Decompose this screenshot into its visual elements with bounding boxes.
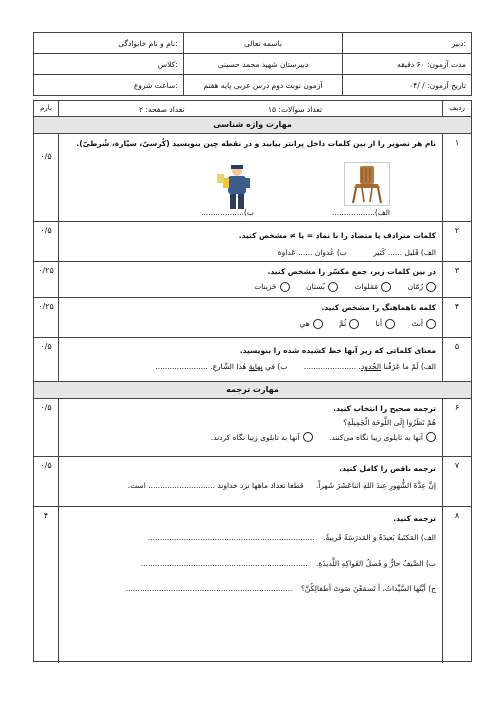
- table-header-row: [34, 101, 471, 117]
- question-7: ۷ ۰/۵ ترجمه ناقص را کامل کنید. إنَّ عِدَّةَ الشُّهورِ عِندَ اللهِ اثناعَشَرَ شَهراً. قطعا تعداد ماهها نزد خداوند ............................ است.: [34, 457, 471, 507]
- q8-answer-a-blank[interactable]: ......................................................................: [147, 533, 315, 543]
- q6-option-2[interactable]: آنها به تابلوی زیبا نگاه کردند.: [211, 432, 313, 443]
- question-3: ۳ ۰/۲۵ در بین کلمات زیر، جمع مکسّر را مشخص کنید. رُمّان مَمَلوات بُستان خَزینات: [34, 262, 471, 298]
- q4-option-3[interactable]: ثُمَّ: [339, 318, 359, 329]
- radio-circle[interactable]: [328, 282, 338, 292]
- radio-circle[interactable]: [381, 282, 391, 292]
- question-5-text: معنای کلماتی که زیر آنها خط کشیده شده را بنویسید.: [239, 346, 436, 355]
- question-8: ۸ ۴ ترجمه کنید. الف) المَکتَبةُ بَعیدَةٌ و المَدرَسَةُ قَریبةٌ. ...................................................................... ب) الصَّیفُ حارٌّ و فَصلُ الفَواکِهِ اللَّذیذَةِ. ...................................................................... ج) أیَّتُها السَّیِّداتُ، أ تَسمَعْنَ صَوتَ أطفالِکُنَّ؟ ......................................................................: [34, 507, 471, 663]
- answer-b-blank[interactable]: ب)..................: [201, 208, 254, 217]
- radio-circle[interactable]: [303, 432, 313, 442]
- q3-option-4[interactable]: خَزینات: [254, 281, 289, 292]
- exam-title: آزمون نوبت دوم درس عربی پایه هفتم: [183, 75, 343, 96]
- start-time-field[interactable]: ساعت شروع:: [34, 75, 184, 96]
- teacher-field[interactable]: دبیر:: [343, 33, 472, 54]
- q5-underlined-word-b: نِهایةِ: [248, 362, 263, 372]
- radio-circle[interactable]: [280, 282, 290, 292]
- q5-underlined-word-a: الحُدود: [360, 362, 382, 372]
- question-1: ۱ ۰/۵ نام هر تصویر را از بین کلمات داخل پرانتز بیابید و در نقطه چین بنویسید (کُرسیّ، سیّارة، شُرطیّ). الف).................. ب)..................: [34, 134, 471, 222]
- q3-option-1[interactable]: رُمّان: [408, 281, 436, 292]
- q6-option-1[interactable]: آنها به تابلوی زیبا نگاه می‌کنند.: [329, 432, 436, 443]
- q4-option-4[interactable]: هي: [300, 318, 323, 329]
- school-name: دبیرستان شهید محمد حسینی: [183, 54, 343, 75]
- question-1-text: نام هر تصویر را از بین کلمات داخل پرانتز بیابید و در نقطه چین بنویسید (کُرسیّ، سیّارة، شُرطیّ).: [76, 139, 436, 148]
- q8-sentence-b: ب) الصَّیفُ حارٌّ و فَصلُ الفَواکِهِ اللَّذیذَةِ.: [316, 558, 436, 568]
- radio-circle[interactable]: [426, 282, 436, 292]
- questions-table: [33, 100, 472, 662]
- basmala: باسمه تعالی: [183, 33, 343, 54]
- class-field[interactable]: کلاس:: [34, 54, 184, 75]
- q8-answer-b-blank[interactable]: ......................................................................: [140, 558, 308, 568]
- question-5: ۵ ۰/۵ معنای کلماتی که زیر آنها خط کشیده شده را بنویسید. الف) لَمْ ما عَرَفْنا الحُدود. ...................... ب) في نِهایةِ هٰذا الشّارعِ. ......................: [34, 338, 471, 382]
- q8-sentence-c: ج) أیَّتُها السَّیِّداتُ، أ تَسمَعْنَ صَوتَ أطفالِکُنَّ؟: [300, 583, 436, 593]
- question-6: ۶ ۰/۵ ترجمه صحیح را انتخاب کنید. هُمْ نَظَرُوا إِلَى اللَّوحَةِ الْجَمِیلَةِ؟ آنها به تابلوی زیبا نگاه می‌کنند. آنها به تابلوی زیبا نگاه کردند.: [34, 399, 471, 457]
- q7-arabic-sentence: إنَّ عِدَّةَ الشُّهورِ عِندَ اللهِ اثناعَشَرَ شَهراً.: [315, 481, 436, 491]
- q3-option-3[interactable]: بُستان: [306, 281, 338, 292]
- question-6-text: ترجمه صحیح را انتخاب کنید.: [333, 404, 436, 413]
- q8-sentence-a: الف) المَکتَبةُ بَعیدَةٌ و المَدرَسَةُ قَریبةٌ.: [323, 533, 436, 543]
- q2-item-a[interactable]: الف) قَلیل ...... کَثیر: [373, 248, 436, 258]
- name-field[interactable]: نام و نام خانوادگی:: [34, 33, 184, 54]
- q4-option-2[interactable]: أنا: [376, 318, 395, 329]
- police-officer-image: [214, 162, 260, 212]
- question-2: ۲ ۰/۵ کلمات مترادف یا متضاد را با نماد = یا ≠ مشخص کنید. الف) قَلیل ...... کَثیر ب) عُدوان ...... عَداوة: [34, 222, 471, 262]
- question-3-text: در بین کلمات زیر، جمع مکسّر را مشخص کنید.: [267, 267, 436, 276]
- score-label: بارم: [34, 101, 59, 116]
- radio-circle[interactable]: [349, 319, 359, 329]
- radio-circle[interactable]: [313, 319, 323, 329]
- question-2-text: کلمات مترادف یا متضاد را با نماد = یا ≠ مشخص کنید.: [238, 231, 436, 240]
- q4-option-1[interactable]: أنتَ: [411, 318, 436, 329]
- question-8-text: ترجمه کنید.: [393, 514, 436, 523]
- answer-a-blank[interactable]: الف)..................: [332, 208, 390, 217]
- page-count: تعداد صفحه: ۲: [139, 105, 185, 114]
- q7-partial-translation[interactable]: قطعا تعداد ماهها نزد خداوند ............................ است.: [127, 481, 304, 491]
- q6-arabic-sentence: هُمْ نَظَرُوا إِلَى اللَّوحَةِ الْجَمِیلَةِ؟: [343, 418, 436, 428]
- q8-answer-c-blank[interactable]: ......................................................................: [125, 583, 293, 593]
- row-label: ردیف: [442, 101, 471, 116]
- radio-circle[interactable]: [426, 319, 436, 329]
- radio-circle[interactable]: [426, 432, 436, 442]
- radio-circle[interactable]: [385, 319, 395, 329]
- date-field: تاریخ آزمون: / /۰۴: [343, 75, 472, 96]
- exam-header-table: [33, 32, 472, 96]
- question-7-text: ترجمه ناقص را کامل کنید.: [339, 464, 436, 473]
- q3-option-2[interactable]: مَمَلوات: [354, 281, 391, 292]
- question-4: ۴ ۰/۲۵ کلمه ناهماهنگ را مشخص کنید. أنتَ أنا ثُمَّ هي: [34, 298, 471, 338]
- question-4-text: کلمه ناهماهنگ را مشخص کنید.: [321, 303, 436, 312]
- question-count: تعداد سوالات: ۱۵: [267, 105, 322, 114]
- q2-item-b[interactable]: ب) عُدوان ...... عَداوة: [277, 248, 347, 258]
- duration-field: مدت آزمون: ۶۰ دقیقه: [343, 54, 472, 75]
- q5-answer-a-blank[interactable]: ......................: [303, 362, 357, 372]
- section-translation: مهارت ترجمه: [34, 382, 471, 399]
- section-vocab: مهارت واژه شناسی: [34, 117, 471, 134]
- chair-image: [344, 162, 390, 206]
- q5-answer-b-blank[interactable]: ......................: [155, 362, 208, 372]
